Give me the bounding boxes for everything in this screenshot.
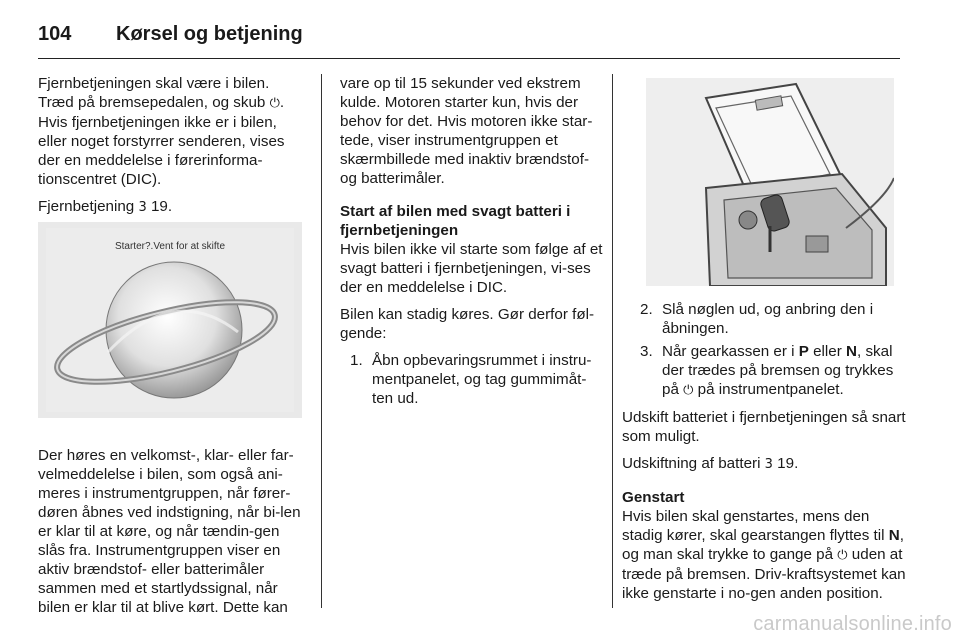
page-header [38,14,900,54]
column-1 [38,74,306,225]
steps-list [340,351,603,408]
column-2 [340,74,603,416]
list-item: 3. Når gearkassen er i P eller N, skal der trædes på bremsen og trykkes på ⏻ på instrumentpanelet. [640,343,894,398]
paragraph-cold-start: vare op til 15 sekunder ved ekstrem kulde. Motoren starter kun, hvis der behov for det. Hvis motoren ikke star-tede, viser instrumentgruppen et skærmbillede med inaktiv brændstof- og batterimåler. [340,75,593,187]
display-message: Starter?.Vent for at skifte [114,241,226,252]
heading-weak-battery: Start af bilen med svagt batteri i fjernbetjeningen [340,203,571,239]
column-3 [622,300,906,611]
header-rule [38,58,900,59]
paragraph-still-drivable: Bilen kan stadig køres. Gør derfor føl-gende: [340,306,595,342]
page-title: Kørsel og betjening [116,22,303,45]
column-1-lower [38,446,306,625]
power-button-icon: ⏻ [269,96,280,111]
power-button-icon: ⏻ [837,548,848,563]
watermark: carmanualsonline.info [753,613,952,635]
paragraph-battery-reference: Udskiftning af batteri 3 19. [622,455,799,472]
power-button-icon: ⏻ [683,383,694,398]
paragraph-remote-in-car: Fjernbetjeningen skal være i bilen. Træd på bremsepedalen, og skub ⏻. Hvis fjernbetjeningen ikke er i bilen, eller noget forstyrrer senderen, vises der en meddelelse i førerinforma-tionscentret (DIC). [38,75,285,188]
page-reference-icon: 3 [764,457,773,472]
figure-cluster-display [38,222,302,418]
paragraph-restart: Hvis bilen skal genstartes, mens den stadig kører, skal gearstangen flyttes til N, og man skal trykke to gange på ⏻ uden at træde på bremsen. Driv-kraftsystemet kan ikke genstarte i no-gen anden position. [622,508,906,602]
figure-storage-compartment [646,78,894,286]
page-number: 104 [38,22,72,45]
paragraph-remote-reference: Fjernbetjening 3 19. [38,198,173,215]
paragraph-welcome-message: Der høres en velkomst-, klar- eller far-velmeddelelse i bilen, som også ani-meres i instrumentgruppen, når fører-døren åbnes ved indstigning, når bi-len er klar til at køre, og når tændin-gen slås fra. Instrumentgruppen viser en aktiv brændstof- eller batterimåler sammen med et startlydssignal, når bilen er klar til at blive kørt. Dette kan [38,447,301,616]
page-reference-icon: 3 [138,200,147,215]
heading-restart: Genstart [622,489,685,506]
column-divider-2 [612,74,613,608]
list-item: 1. Åbn opbevaringsrummet i instru-mentpanelet, og tag gummimåt-ten ud. [350,352,592,407]
paragraph-replace-battery: Udskift batteriet i fjernbetjeningen så snart som muligt. [622,409,906,445]
column-divider-1 [321,74,322,608]
steps-list [622,300,906,400]
paragraph-weak-battery: Hvis bilen ikke vil starte som følge af et svagt batteri i fjernbetjeningen, vi-ses der en meddelelse i DIC. [340,241,603,296]
list-item: 2. Slå nøglen ud, og anbring den i åbningen. [640,301,874,337]
